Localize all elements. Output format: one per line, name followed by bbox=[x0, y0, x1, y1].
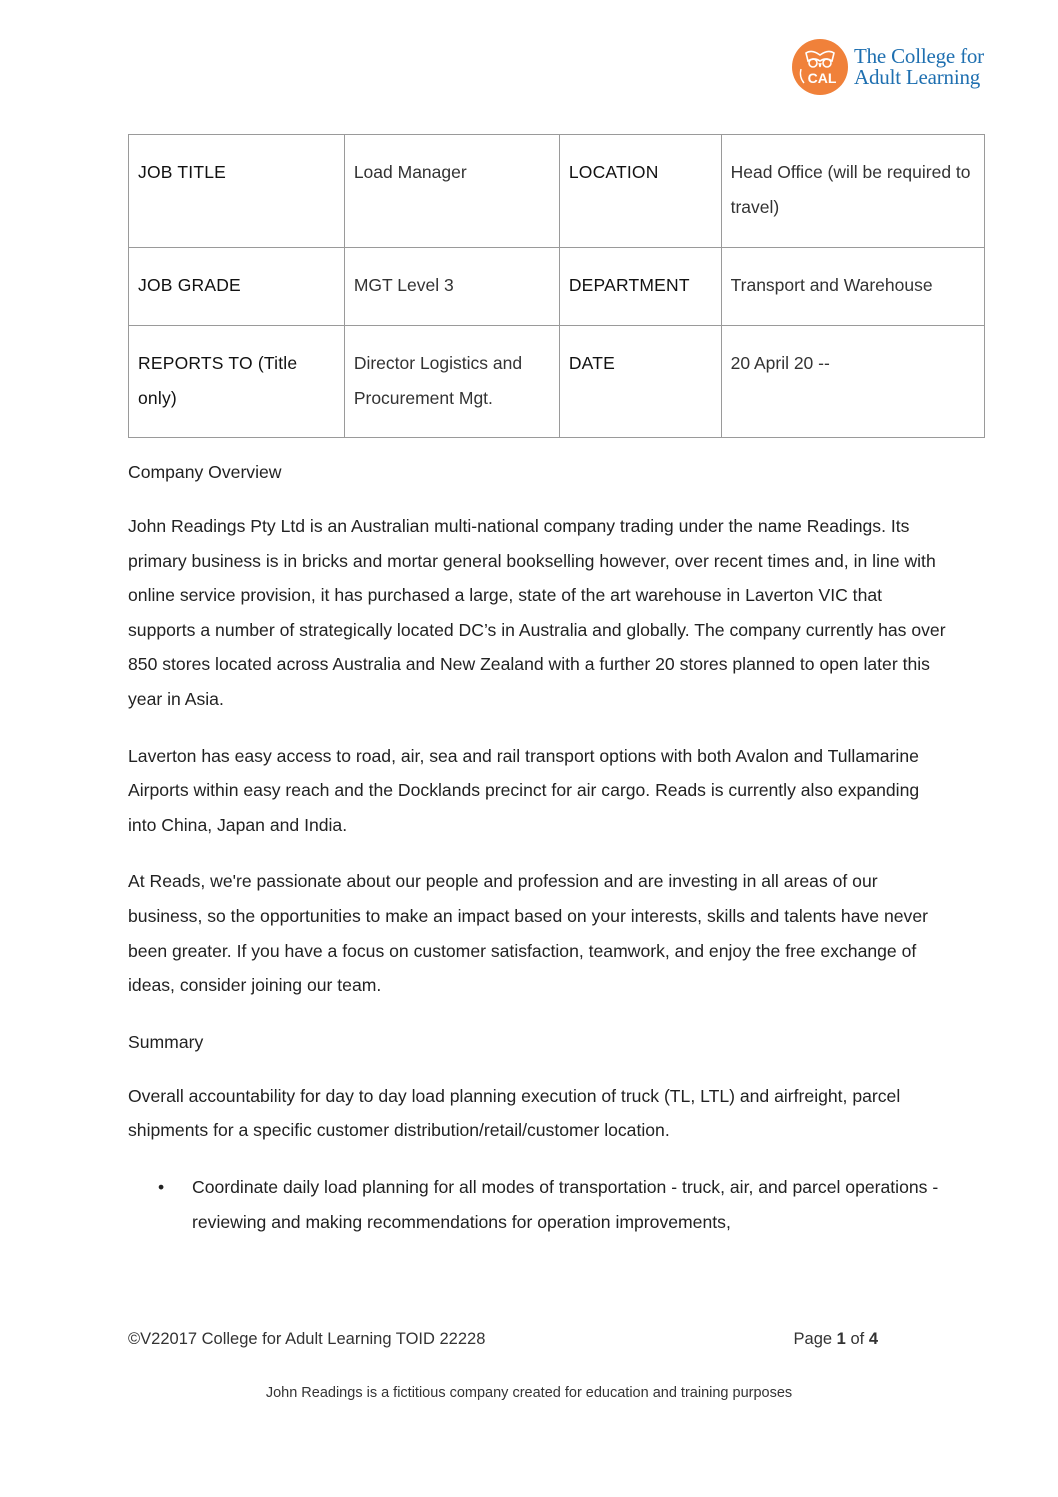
job-title-label: JOB TITLE bbox=[129, 135, 345, 248]
page-current: 1 bbox=[836, 1330, 846, 1348]
job-grade-label: JOB GRADE bbox=[129, 248, 345, 326]
cal-badge bbox=[792, 39, 848, 95]
summary-paragraph: Overall accountability for day to day load planning execution of truck (TL, LTL) and airfreight, parcel shipments for a specific customer distribution/retail/customer location. bbox=[128, 1085, 901, 1141]
date-label: DATE bbox=[559, 326, 721, 438]
overview-paragraph: John Readings Pty Ltd is an Australian multi-national company trading under the name Readings. Its primary business is in bricks and mortar general bookselling however, over recent times and, in line with online service provision, it has purchased a large, state of the art warehouse in Laverton VIC that supports a number of strategically located DC’s in Australia and globally. The company currently has over 850 stores located across Australia and New Zealand with a further 20 stores planned to open later this year in Asia. bbox=[128, 516, 946, 709]
job-grade-value: MGT Level 3 bbox=[344, 248, 559, 326]
department-label: DEPARTMENT bbox=[559, 248, 721, 326]
college-logo bbox=[792, 39, 984, 95]
company-overview-heading: Company Overview bbox=[128, 462, 282, 482]
copyright-text: ©V22017 College for Adult Learning TOID 22228 bbox=[128, 1330, 486, 1348]
list-item bbox=[128, 1170, 948, 1239]
page-prefix: Page bbox=[793, 1330, 833, 1348]
reports-to-value: Director Logistics and Procurement Mgt. bbox=[344, 326, 559, 438]
page-total: 4 bbox=[868, 1330, 878, 1348]
reports-to-label: REPORTS TO (Title only) bbox=[129, 326, 345, 438]
page-footer bbox=[128, 1330, 878, 1349]
badge-text: CAL bbox=[807, 70, 837, 86]
table-row bbox=[129, 135, 985, 248]
disclaimer-text: John Readings is a fictitious company created for education and training purposes bbox=[265, 1385, 793, 1401]
logo-line-2: Adult Learning bbox=[854, 65, 981, 89]
location-value: Head Office (will be required to travel) bbox=[721, 135, 984, 248]
owl-icon bbox=[792, 39, 848, 95]
location-label: LOCATION bbox=[559, 135, 721, 248]
job-title-value: Load Manager bbox=[344, 135, 559, 248]
page-number bbox=[794, 1330, 878, 1349]
overview-paragraph: At Reads, we're passionate about our people and profession and are investing in all areas of our business, so the opportunities to make an impact based on your interests, skills and talents have never been greater. If you have a focus on customer satisfaction, teamwork, and enjoy the free exchange of ideas, consider joining our team. bbox=[128, 871, 928, 996]
table-row bbox=[129, 326, 985, 438]
summary-heading: Summary bbox=[128, 1031, 204, 1052]
logo-line-1: The College for bbox=[854, 44, 984, 68]
bullet-text: Coordinate daily load planning for all modes of transportation - truck, air, and parcel operations - reviewing and making recommendations for operation improvements, bbox=[192, 1176, 939, 1232]
department-value: Transport and Warehouse bbox=[721, 248, 984, 326]
table-row bbox=[129, 248, 985, 326]
page-of: of bbox=[850, 1330, 865, 1348]
document-body bbox=[128, 455, 948, 1239]
overview-paragraph: Laverton has easy access to road, air, sea and rail transport options with both Avalon and Tullamarine Airports within easy reach and the Docklands precinct for air cargo. Reads is currently also expanding into China, Japan and India. bbox=[128, 745, 920, 835]
date-value: 20 April 20 -- bbox=[721, 326, 984, 438]
logo-wordmark bbox=[854, 46, 984, 88]
bullet-icon: • bbox=[158, 1176, 165, 1197]
job-details-table bbox=[128, 134, 985, 438]
